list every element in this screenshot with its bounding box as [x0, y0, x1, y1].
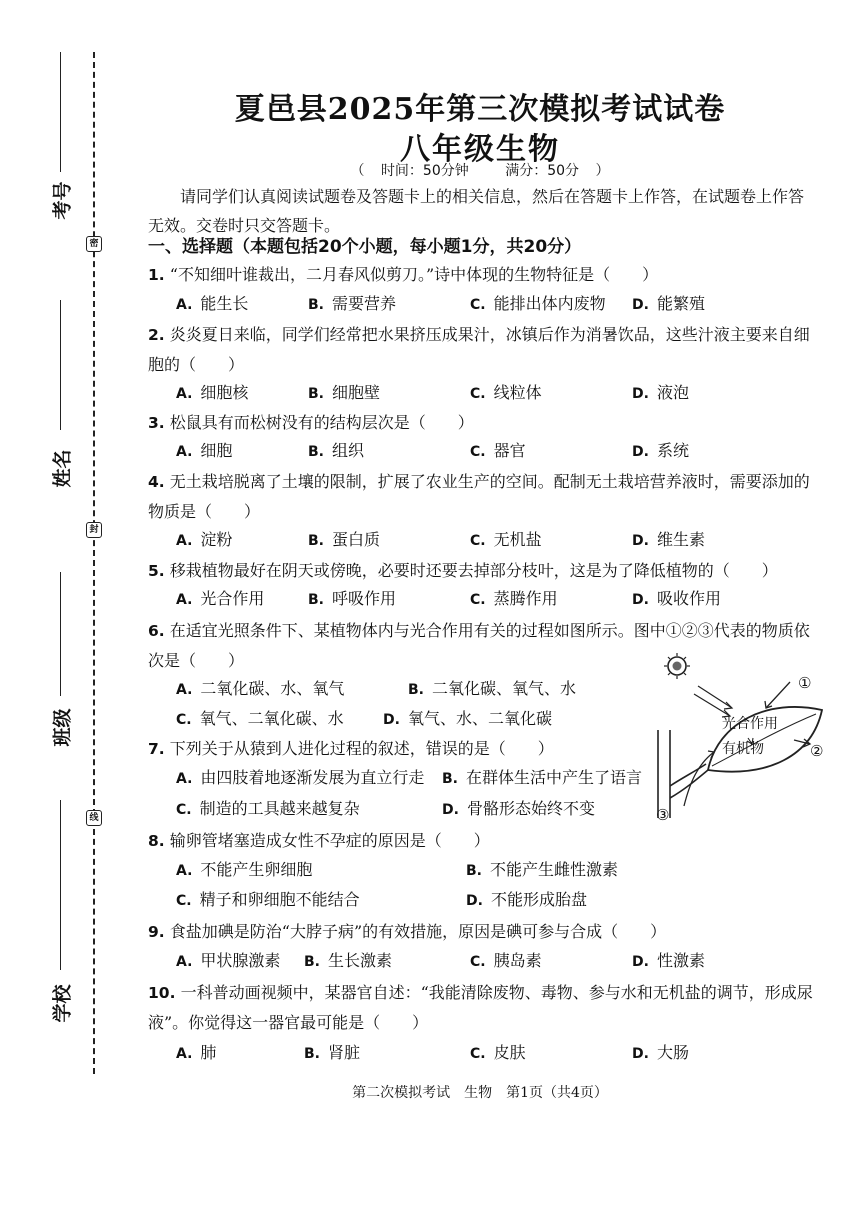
question-9-options: [176, 948, 816, 978]
question-5: [148, 556, 813, 586]
question-8: [148, 826, 813, 856]
question-7: [148, 734, 648, 764]
question-text: 移栽植物最好在阴天或傍晚，必要时还要去掉部分枝叶，这是为了降低植物的（ ）: [169, 561, 778, 580]
option-d[interactable]: D. 氧气、水、二氧化碳: [383, 709, 552, 728]
option-d[interactable]: D. 大肠: [632, 1043, 689, 1062]
question-3-options: [176, 438, 816, 468]
marker-1-label: ①: [798, 674, 812, 692]
question-5-options: [176, 586, 816, 616]
question-number: 10.: [148, 984, 176, 1002]
class-field: [38, 572, 84, 752]
open-paren: （: [350, 163, 365, 179]
option-d[interactable]: D. 性激素: [632, 951, 705, 970]
option-a[interactable]: A. 二氧化碳、水、氧气: [176, 679, 345, 698]
question-10: [148, 978, 813, 1038]
question-number: 9.: [148, 923, 165, 941]
option-b[interactable]: B. 需要营养: [308, 294, 397, 313]
question-number: 4.: [148, 473, 165, 491]
water-arrow: [684, 751, 714, 806]
option-a[interactable]: A. 甲状腺激素: [176, 951, 281, 970]
question-number: 2.: [148, 326, 165, 344]
option-b[interactable]: B. 在群体生活中产生了语言: [442, 768, 643, 787]
product-label: 有机物: [722, 741, 764, 757]
question-text: 食盐加碘是防治“大脖子病”的有效措施，原因是碘可参与合成（ ）: [169, 922, 667, 941]
question-text: 炎炎夏日来临，同学们经常把水果挤压成果汁，冰镇后作为消暑饮品，这些汁液主要来自细胞的（ ）: [148, 325, 810, 374]
option-b[interactable]: B. 肾脏: [304, 1043, 361, 1062]
question-text: 在适宜光照条件下、某植物体内与光合作用有关的过程如图所示。图中①②③代表的物质依次是（ ）: [148, 621, 810, 670]
question-number: 5.: [148, 562, 165, 580]
name-rule: [60, 300, 61, 430]
option-b[interactable]: B. 组织: [308, 441, 365, 460]
question-text: 输卵管堵塞造成女性不孕症的原因是（ ）: [169, 831, 490, 850]
question-8-options-row-2: [176, 887, 816, 917]
question-1: [148, 260, 813, 290]
option-d[interactable]: D. 吸收作用: [632, 589, 721, 608]
option-c[interactable]: C. 精子和卵细胞不能结合: [176, 890, 360, 909]
option-a[interactable]: A. 淀粉: [176, 530, 233, 549]
question-text: “不知细叶谁裁出，二月春风似剪刀。”诗中体现的生物特征是（ ）: [169, 265, 659, 284]
question-number: 6.: [148, 622, 165, 640]
option-a[interactable]: A. 肺: [176, 1043, 217, 1062]
exam-number-field: [38, 52, 84, 222]
school-field: [38, 800, 84, 1040]
question-number: 8.: [148, 832, 165, 850]
option-c[interactable]: C. 无机盐: [470, 530, 542, 549]
stem-shape: [658, 730, 708, 818]
option-b[interactable]: B. 二氧化碳、氧气、水: [408, 679, 577, 698]
seal-mark-3: 线: [86, 810, 102, 826]
option-b[interactable]: B. 细胞壁: [308, 383, 381, 402]
question-text: 下列关于从猿到人进化过程的叙述，错误的是（ ）: [169, 739, 554, 758]
option-a[interactable]: A. 能生长: [176, 294, 249, 313]
exam-score: 满分：50分: [505, 163, 580, 179]
option-b[interactable]: B. 不能产生雌性激素: [466, 860, 619, 879]
option-a[interactable]: A. 细胞核: [176, 383, 249, 402]
marker-1-arrow: [765, 682, 790, 708]
option-c[interactable]: C. 胰岛素: [470, 951, 542, 970]
option-c[interactable]: C. 制造的工具越来越复杂: [176, 799, 360, 818]
exam-number-label: 考号: [51, 181, 74, 220]
question-9: [148, 917, 813, 947]
option-c[interactable]: C. 蒸腾作用: [470, 589, 558, 608]
option-a[interactable]: A. 由四肢着地逐渐发展为直立行走: [176, 768, 425, 787]
question-4-options: [176, 527, 816, 557]
option-a[interactable]: A. 光合作用: [176, 589, 265, 608]
option-b[interactable]: B. 呼吸作用: [308, 589, 397, 608]
question-number: 3.: [148, 414, 165, 432]
light-arrows: [694, 686, 732, 717]
question-number: 7.: [148, 740, 165, 758]
question-text: 一科普动画视频中，某器官自述：“我能清除废物、毒物、参与水和无机盐的调节，形成尿液”。你觉得这一器官最可能是（ ）: [148, 983, 813, 1032]
seal-mark-1: 密: [86, 236, 102, 252]
option-c[interactable]: C. 皮肤: [470, 1043, 526, 1062]
option-d[interactable]: D. 维生素: [632, 530, 705, 549]
page-footer: 第二次模拟考试 生物 第1页（共4页）: [352, 1085, 608, 1101]
option-d[interactable]: D. 系统: [632, 441, 689, 460]
option-a[interactable]: A. 不能产生卵细胞: [176, 860, 313, 879]
binding-dashed-line: [93, 52, 95, 1074]
option-d[interactable]: D. 骨骼形态始终不变: [442, 799, 595, 818]
option-a[interactable]: A. 细胞: [176, 441, 233, 460]
option-b[interactable]: B. 生长激素: [304, 951, 393, 970]
question-1-options: [176, 291, 816, 321]
exam-instructions: 请同学们认真阅读试题卷及答题卡上的相关信息，然后在答题卡上作答，在试题卷上作答无效。交卷时只交答题卡。: [148, 187, 805, 235]
option-d[interactable]: D. 能繁殖: [632, 294, 705, 313]
seal-mark-2: 封: [86, 522, 102, 538]
sun-icon: [664, 653, 690, 679]
question-8-options-row-1: [176, 857, 816, 887]
question-10-options: [176, 1040, 816, 1070]
name-field: [38, 300, 84, 500]
exam-subtitle: 八年级生物: [400, 132, 560, 167]
option-c[interactable]: C. 器官: [470, 441, 526, 460]
question-number: 1.: [148, 266, 165, 284]
class-rule: [60, 572, 61, 696]
exam-number-rule: [60, 52, 61, 172]
process-label: 光合作用: [722, 716, 778, 732]
exam-title: 夏邑县2025年第三次模拟考试试卷: [234, 92, 726, 127]
question-4: [148, 467, 813, 527]
school-rule: [60, 800, 61, 970]
section-heading: 一、选择题（本题包括20个小题，每小题1分，共20分）: [148, 237, 582, 257]
question-text: 无土栽培脱离了土壤的限制，扩展了农业生产的空间。配制无土栽培营养液时，需要添加的物质是（ ）: [148, 472, 810, 521]
option-c[interactable]: C. 氧气、二氧化碳、水: [176, 709, 344, 728]
option-c[interactable]: C. 线粒体: [470, 383, 542, 402]
name-label: 姓名: [51, 449, 74, 488]
photosynthesis-diagram: [650, 652, 830, 824]
question-2-options: [176, 380, 816, 410]
option-d[interactable]: D. 液泡: [632, 383, 689, 402]
school-label: 学校: [51, 984, 74, 1023]
option-d[interactable]: D. 不能形成胎盘: [466, 890, 587, 909]
marker-2-label: ②: [810, 742, 824, 760]
close-paren: ）: [595, 163, 610, 179]
question-text: 松鼠具有而松树没有的结构层次是（ ）: [169, 413, 474, 432]
question-2: [148, 320, 813, 380]
exam-time: 时间：50分钟: [380, 163, 469, 179]
marker-3-label: ③: [656, 806, 670, 824]
class-label: 班级: [51, 708, 74, 747]
option-b[interactable]: B. 蛋白质: [308, 530, 381, 549]
option-c[interactable]: C. 能排出体内废物: [470, 294, 606, 313]
exam-time-score: [150, 160, 810, 180]
question-3: [148, 408, 813, 438]
